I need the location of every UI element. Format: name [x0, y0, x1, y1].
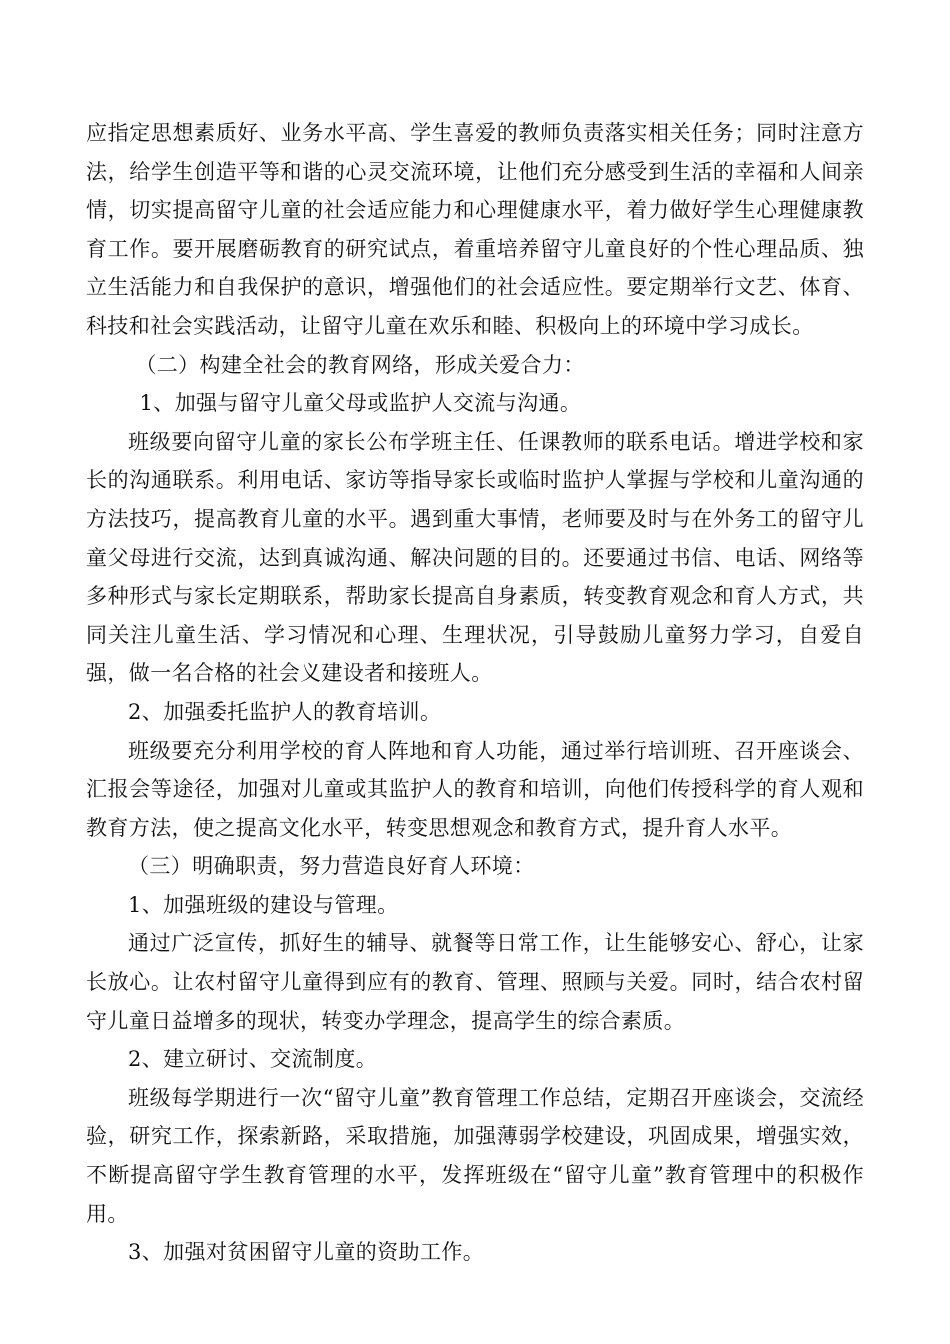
section-heading-3: （三）明确职责，努力营造良好育人环境：	[128, 854, 535, 879]
body-paragraph-3-1: 通过广泛宣传，抓好生的辅导、就餐等日常工作，让生能够安心、舒心，让家长放心。让农村留守儿童得到应有的教育、管理、照顾与关爱。同时，结合农村留守儿童日益增多的现状，转变办学理念，提高学生的综合素质。	[86, 931, 864, 1033]
body-paragraph-2-1: 班级要向留守儿童的家长公布学班主任、任课教师的联系电话。增进学校和家长的沟通联系。利用电话、家访等指导家长或临时监护人掌握与学校和儿童沟通的方法技巧，提高教育儿童的水平。遇到重大事情，老师要及时与在外务工的留守儿童父母进行交流，达到真诚沟通、解决问题的目的。还要通过书信、电话、网络等多种形式与家长定期联系，帮助家长提高自身素质，转变教育观念和育人方式，共同关注儿童生活、学习情况和心理、生理状况，引导鼓励儿童努力学习，自爱自强，做一名合格的社会义建设者和接班人。	[86, 429, 864, 686]
subheading-3-1: 1、加强班级的建设与管理。	[128, 892, 399, 917]
body-paragraph-3-2: 班级每学期进行一次“留守儿童”教育管理工作总结，定期召开座谈会，交流经验，研究工作，探索新路，采取措施，加强薄弱学校建设，巩固成果，增强实效，不断提高留守学生教育管理的水平，发挥班级在“留守儿童”教育管理中的积极作用。	[86, 1085, 864, 1226]
body-paragraph-2-2: 班级要充分利用学校的育人阵地和育人功能，通过举行培训班、召开座谈会、汇报会等途径，加强对儿童或其监护人的教育和培训，向他们传授科学的育人观和教育方法，使之提高文化水平，转变思想观念和教育方式，提升育人水平。	[86, 738, 864, 840]
body-paragraph-continued: 应指定思想素质好、业务水平高、学生喜爱的教师负责落实相关任务；同时注意方法，给学生创造平等和谐的心灵交流环境，让他们充分感受到生活的幸福和人间亲情，切实提高留守儿童的社会适应能力和心理健康水平，着力做好学生心理健康教育工作。要开展磨砺教育的研究试点，着重培养留守儿童良好的个性心理品质、独立生活能力和自我保护的意识，增强他们的社会适应性。要定期举行文艺、体育、科技和社会实践活动，让留守儿童在欢乐和睦、积极向上的环境中学习成长。	[86, 121, 864, 338]
document-page	[86, 114, 864, 1272]
subheading-3-2: 2、建立研讨、交流制度。	[128, 1047, 378, 1072]
subheading-2-2: 2、加强委托监护人的教育培训。	[128, 699, 442, 724]
subheading-3-3: 3、加强对贫困留守儿童的资助工作。	[128, 1240, 485, 1265]
section-heading-2: （二）构建全社会的教育网络，形成关爱合力：	[135, 352, 585, 377]
subheading-2-1: 1、加强与留守儿童父母或监护人交流与沟通。	[139, 391, 582, 416]
